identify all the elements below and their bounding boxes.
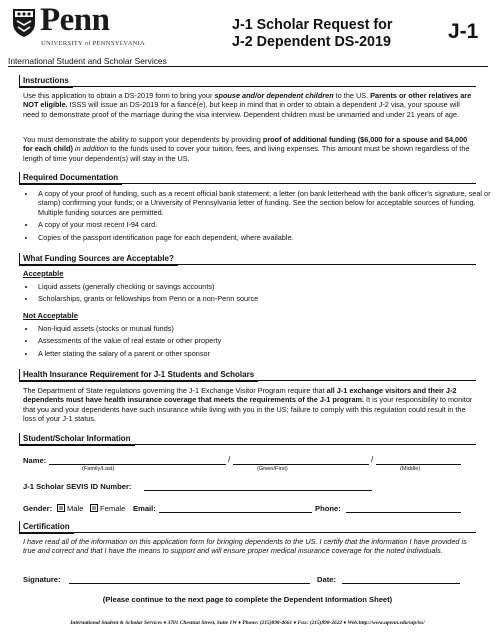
female-checkbox[interactable] [90,504,98,512]
female-label: Female [100,504,126,513]
instructions-paragraph-2: You must demonstrate the ability to support your dependents by providing proof of additional funding ($6,000 for a spouse and $4,000 for each child) in addition to the funds used to cover your tuition, fees, and living expenses. This amount must be shown regardless of the length of time your dependent(s) will stay in the US. [23,135,470,163]
section-divider [19,86,476,87]
list-item: • A copy of your most recent I-94 card. [36,220,492,229]
penn-shield-icon [12,8,36,38]
page-footer: International Student & Scholar Services ♦ 3701 Chestnut Street, Suite 1W ♦ Phone: (215)898-4661 ♦ Fax: (215)898-2622 ♦ Web:http://www.upenn.edu/oip/iss/ [70,620,425,626]
form-title-line2: J-2 Dependent DS-2019 [232,34,391,50]
given-name-field[interactable] [233,464,369,465]
middle-name-field[interactable] [376,464,461,465]
not-acceptable-list [22,324,492,361]
continue-note: (Please continue to the next page to complete the Dependent Information Sheet) [102,595,393,604]
middle-name-hint: (Middle) [400,466,421,472]
office-name: International Student and Scholar Services [8,56,167,66]
list-item: • A letter stating the salary of a parent or other sponsor [36,349,492,358]
section-divider [19,444,476,445]
not-acceptable-subheading: Not Acceptable [23,311,78,320]
list-item: • Scholarships, grants or fellowships from Penn or a non-Penn source [36,294,492,303]
list-item: • Liquid assets (generally checking or savings accounts) [36,282,492,291]
list-item: • A copy of your proof of funding, such as a recent official bank statement; a letter (on bank letterhead with the bank officer’s signature, seal or stamp) confirming your funds; or a University of Pennsylvania letter of funding. See the section below for acceptable sources of funding. Multiple funding sources are permitted. [36,189,492,217]
list-item: • Copies of the passport identification page for each dependent, where available. [36,233,492,242]
signature-field[interactable] [69,583,310,584]
email-label: Email: [133,504,156,513]
male-label: Male [67,504,84,513]
section-divider [19,532,476,533]
form-code: J-1 [448,20,479,43]
section-divider [19,183,476,184]
given-name-hint: (Given/First) [257,466,288,472]
date-label: Date: [317,575,336,584]
signature-label: Signature: [23,575,61,584]
funding-heading: What Funding Sources are Acceptable? [19,253,178,266]
insurance-paragraph: The Department of State regulations governing the J-1 Exchange Visitor Program require that all J-1 exchange visitors and their J-2 dependents must have health insurance coverage that meets the requirements of the J-1 program. It is your responsibility to monitor that you and your dependents have such insurance while living with you in the US; failure to comply with this regulation could result in the loss of your J-1 status. [23,386,473,424]
form-title [232,17,392,51]
male-checkbox[interactable] [57,504,65,512]
required-docs-list [22,189,492,245]
logo-subtitle: UNIVERSITY of PENNSYLVANIA [41,40,146,47]
phone-field[interactable] [346,512,461,513]
family-name-field[interactable] [49,464,226,465]
name-separator: / [371,455,374,464]
required-docs-heading: Required Documentation [19,172,122,185]
instructions-paragraph-1: Use this application to obtain a DS-2019 form to bring your spouse and/or dependent children to the US. Parents or other relatives are NOT eligible. ISSS will issue an DS-2019 for a fiancé(e), but keep in mind that in order to obtain a dependent J-2 visa, your spouse will need to demonstrate proof of the marriage during the visa interview. Dependent children must be unmarried and under 21 years of age. [23,91,472,119]
gender-label: Gender: [23,504,53,513]
name-label: Name: [23,456,47,465]
list-item: • Assessments of the value of real estate or other property [36,336,492,345]
insurance-heading: Health Insurance Requirement for J-1 Students and Scholars [19,369,258,382]
sevis-id-field[interactable] [144,490,372,491]
certification-heading: Certification [19,521,74,534]
acceptable-subheading: Acceptable [23,269,64,278]
form-title-line1: J-1 Scholar Request for [232,17,393,33]
student-info-heading: Student/Scholar Information [19,433,135,446]
logo-wordmark: Penn [40,2,110,38]
header-divider [8,66,488,67]
sevis-label: J-1 Scholar SEVIS ID Number: [23,482,132,491]
acceptable-list [22,282,492,307]
email-field[interactable] [159,512,312,513]
penn-logo [12,2,172,58]
family-name-hint: (Family/Last) [82,466,115,472]
list-item: • Non-liquid assets (stocks or mutual funds) [36,324,492,333]
certification-text: I have read all of the information on this application form for bringing dependents to the US. I certify that the information I have provided is true and correct and that I have the means to support and will ensure proper medical insurance coverage for the noted individuals. [23,537,467,556]
section-divider [19,264,476,265]
name-separator: / [228,455,231,464]
section-divider [19,380,476,381]
phone-label: Phone: [315,504,341,513]
instructions-heading: Instructions [19,75,73,88]
date-field[interactable] [342,583,460,584]
